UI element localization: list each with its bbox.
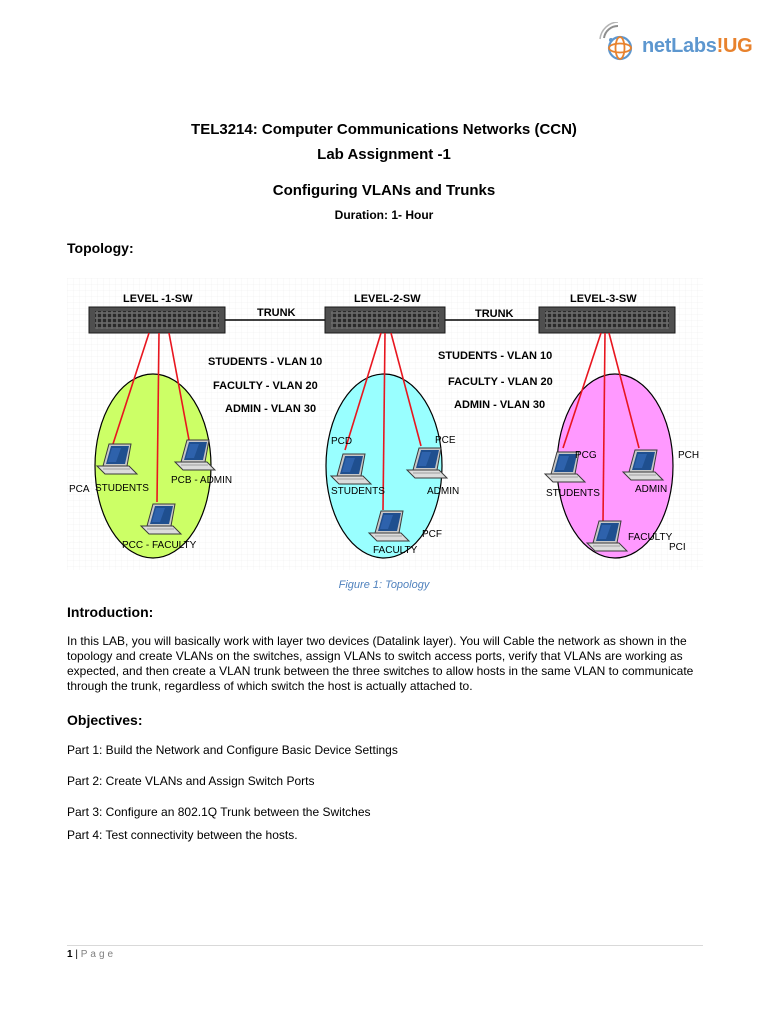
netlabs-logo (598, 22, 758, 72)
course-title: TEL3214: Computer Communications Networks (CCN) (191, 121, 577, 138)
introduction-paragraph: In this LAB, you will basically work with layer two devices (Datalink layer). You will Cable the network as shown in the topology and create VLANs on the switches, assign VLANs to switch access ports, verify that VLANs are working as expected, and then create a VLAN trunk between the three switches to allow hosts in the same VLAN to communicate through the trunk, regardless of which switch the host is actually attached to. (67, 634, 694, 693)
vlan-label-students: STUDENTS - VLAN 10 (208, 356, 323, 368)
switch-label-level-2: LEVEL-2-SW (354, 293, 421, 305)
globe-icon (598, 22, 642, 68)
level-1-switch (89, 307, 225, 333)
switch-label-level-3: LEVEL-3-SW (570, 293, 637, 305)
objective-item: Part 3: Configure an 802.1Q Trunk between the Switches (67, 805, 371, 819)
role-label-students: STUDENTS (95, 483, 149, 494)
role-label-admin: ADMIN (427, 486, 460, 497)
objective-item: Part 1: Build the Network and Configure Basic Device Settings (67, 743, 398, 757)
vlan-label-admin: ADMIN - VLAN 30 (454, 399, 546, 411)
objectives-heading: Objectives: (67, 712, 143, 728)
page-footer (67, 949, 116, 960)
logo-wordmark: netLabs!UG (642, 35, 753, 57)
role-label-faculty: FACULTY (628, 532, 673, 543)
host-label-pch: PCH (678, 450, 700, 461)
topology-diagram (67, 278, 703, 570)
vlan-label-admin: ADMIN - VLAN 30 (225, 403, 317, 415)
role-label-students: STUDENTS (546, 488, 600, 499)
footer-divider (67, 945, 703, 946)
lab-assignment-title: Lab Assignment -1 (317, 146, 451, 163)
level-3-switch (539, 307, 675, 333)
host-label-pcd: PCD (331, 436, 353, 447)
objective-item: Part 4: Test connectivity between the hosts. (67, 828, 298, 842)
host-label-pce: PCE (435, 435, 456, 446)
host-label-pcb: PCB - ADMIN (171, 475, 233, 486)
topology-heading: Topology: (67, 240, 134, 256)
introduction-heading: Introduction: (67, 604, 154, 620)
role-label-admin: ADMIN (635, 484, 668, 495)
role-label-students: STUDENTS (331, 486, 385, 497)
vlan-label-faculty: FACULTY - VLAN 20 (213, 380, 318, 392)
host-label-pcg: PCG (575, 450, 597, 461)
vlan-label-students: STUDENTS - VLAN 10 (438, 350, 553, 362)
duration-label: Duration: 1- Hour (334, 208, 434, 222)
host-label-pca: PCA (69, 484, 90, 495)
trunk-label-1-2: TRUNK (257, 307, 296, 319)
lab-topic-title: Configuring VLANs and Trunks (272, 182, 496, 199)
host-label-pcc: PCC - FACULTY (122, 540, 197, 551)
level-2-switch (325, 307, 445, 333)
trunk-label-2-3: TRUNK (475, 308, 514, 320)
page-separator: | (72, 949, 81, 960)
page-word: Page (80, 949, 117, 960)
host-label-pcf: PCF (422, 529, 442, 540)
figure-caption: Figure 1: Topology (338, 579, 430, 591)
role-label-faculty: FACULTY (373, 545, 418, 556)
host-label-pci: PCI (669, 542, 686, 553)
objective-item: Part 2: Create VLANs and Assign Switch Ports (67, 774, 315, 788)
vlan-label-faculty: FACULTY - VLAN 20 (448, 376, 553, 388)
switch-label-level-1: LEVEL -1-SW (123, 293, 193, 305)
page-number: 1 (67, 949, 73, 960)
